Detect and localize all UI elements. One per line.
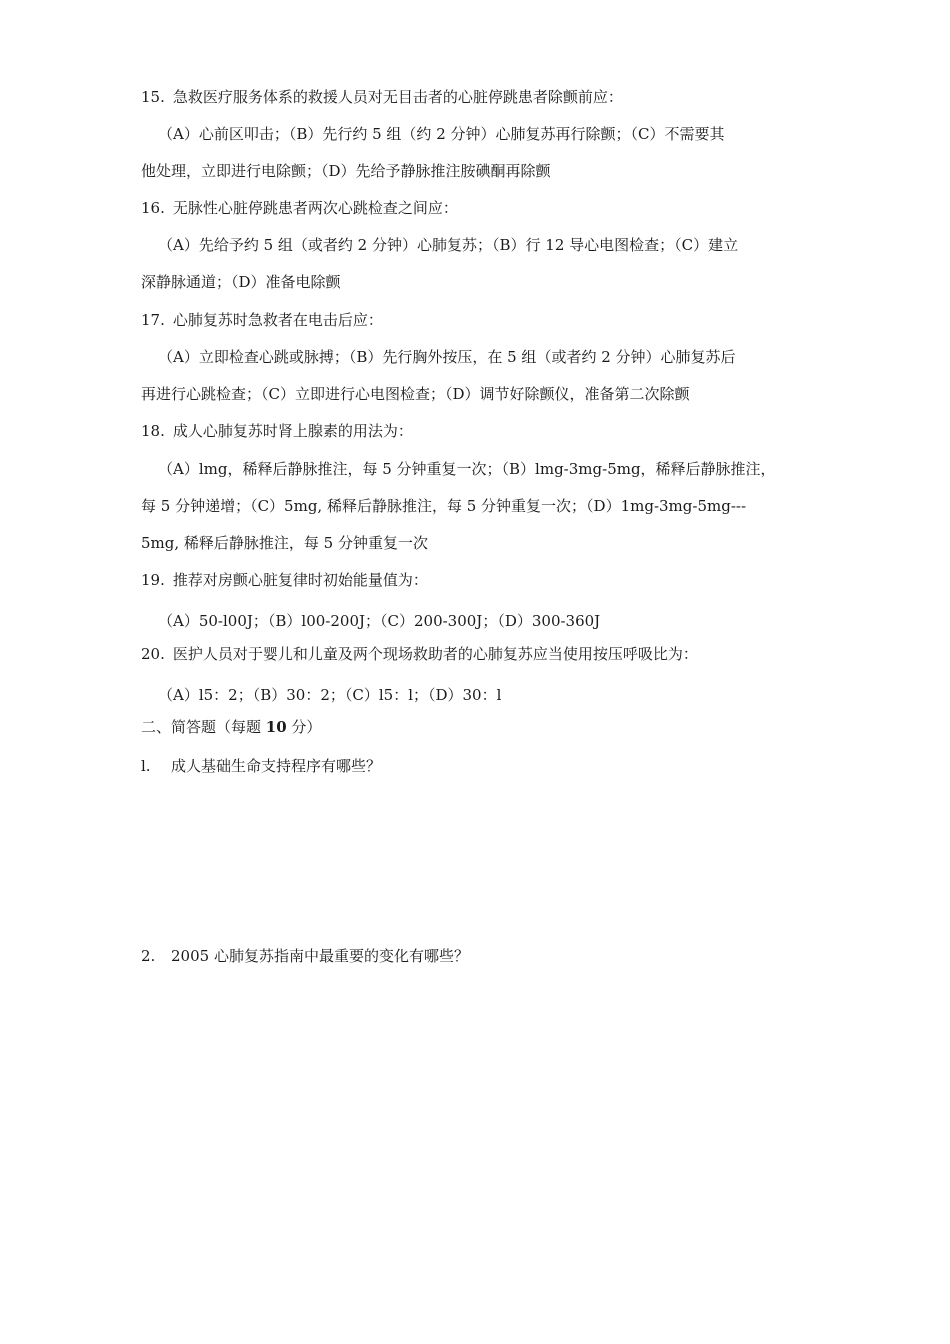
question-16-options-line-2: 深静脉通道；（D）准备电除颤 — [141, 273, 341, 291]
question-19-options-line-1: （A）50-l00J；（B）l00-200J；（C）200-300J；（D）300-360J — [158, 612, 601, 630]
question-17-options-line-2: 再进行心跳检查；（C）立即进行心电图检查；（D）调节好除颤仪，准备第二次除颤 — [141, 385, 690, 403]
question-18 — [141, 421, 413, 441]
section-title-suffix: 分） — [286, 718, 322, 736]
question-number: 15. — [141, 88, 165, 106]
question-15-options-line-2: 他处理，立即进行电除颤；（D）先给予静脉推注胺碘酮再除颤 — [141, 162, 551, 180]
question-text: 2005 心肺复苏指南中最重要的变化有哪些？ — [171, 947, 469, 965]
question-20-options-line-1: （A）l5：2；（B）30：2；（C）l5：l；（D）30：l — [158, 686, 502, 704]
question-text: 推荐对房颤心脏复律时初始能量值为： — [172, 571, 428, 589]
section-title-score: 10 — [265, 718, 287, 736]
question-number: 17. — [141, 311, 165, 329]
section-heading-short-answer — [141, 717, 321, 737]
question-16 — [141, 198, 458, 218]
question-number: 19. — [141, 571, 165, 589]
question-17-options-line-1: （A）立即检查心跳或脉搏；（B）先行胸外按压，在 5 组（或者约 2 分钟）心肺复苏后 — [158, 348, 736, 366]
question-number: 20. — [141, 645, 165, 663]
section-title-prefix: 二、简答题（每题 — [141, 718, 266, 736]
question-18-options-line-2: 每 5 分钟递增；（C）5mg, 稀释后静脉推注，每 5 分钟重复一次；（D）1mg-3mg-5mg--- — [141, 497, 747, 515]
short-answer-question-1 — [141, 756, 381, 776]
short-answer-question-2 — [141, 946, 469, 966]
question-text: 心肺复苏时急救者在电击后应： — [172, 311, 383, 329]
question-number: 18. — [141, 422, 165, 440]
question-number: l. — [141, 757, 151, 775]
question-text: 无脉性心脏停跳患者两次心跳检查之间应： — [172, 199, 458, 217]
question-19 — [141, 570, 428, 590]
question-text: 成人心肺复苏时肾上腺素的用法为： — [172, 422, 413, 440]
question-15 — [141, 87, 623, 107]
question-text: 医护人员对于婴儿和儿童及两个现场救助者的心肺复苏应当使用按压呼吸比为： — [172, 645, 698, 663]
question-17 — [141, 310, 383, 330]
question-number: 16. — [141, 199, 165, 217]
question-18-options-line-3: 5mg, 稀释后静脉推注，每 5 分钟重复一次 — [141, 534, 428, 552]
question-16-options-line-1: （A）先给予约 5 组（或者约 2 分钟）心肺复苏；（B）行 12 导心电图检查；（C）建立 — [158, 236, 739, 254]
question-text: 成人基础生命支持程序有哪些？ — [171, 757, 382, 775]
question-15-options-line-1: （A）心前区叩击；（B）先行约 5 组（约 2 分钟）心肺复苏再行除颤；（C）不需要其 — [158, 125, 725, 143]
question-20 — [141, 644, 698, 664]
question-18-options-line-1: （A）lmg，稀释后静脉推注，每 5 分钟重复一次；（B）lmg-3mg-5mg，稀释后静脉推注， — [158, 460, 776, 478]
question-text: 急救医疗服务体系的救援人员对无目击者的心脏停跳患者除颤前应： — [172, 88, 623, 106]
question-number: 2. — [141, 947, 156, 965]
